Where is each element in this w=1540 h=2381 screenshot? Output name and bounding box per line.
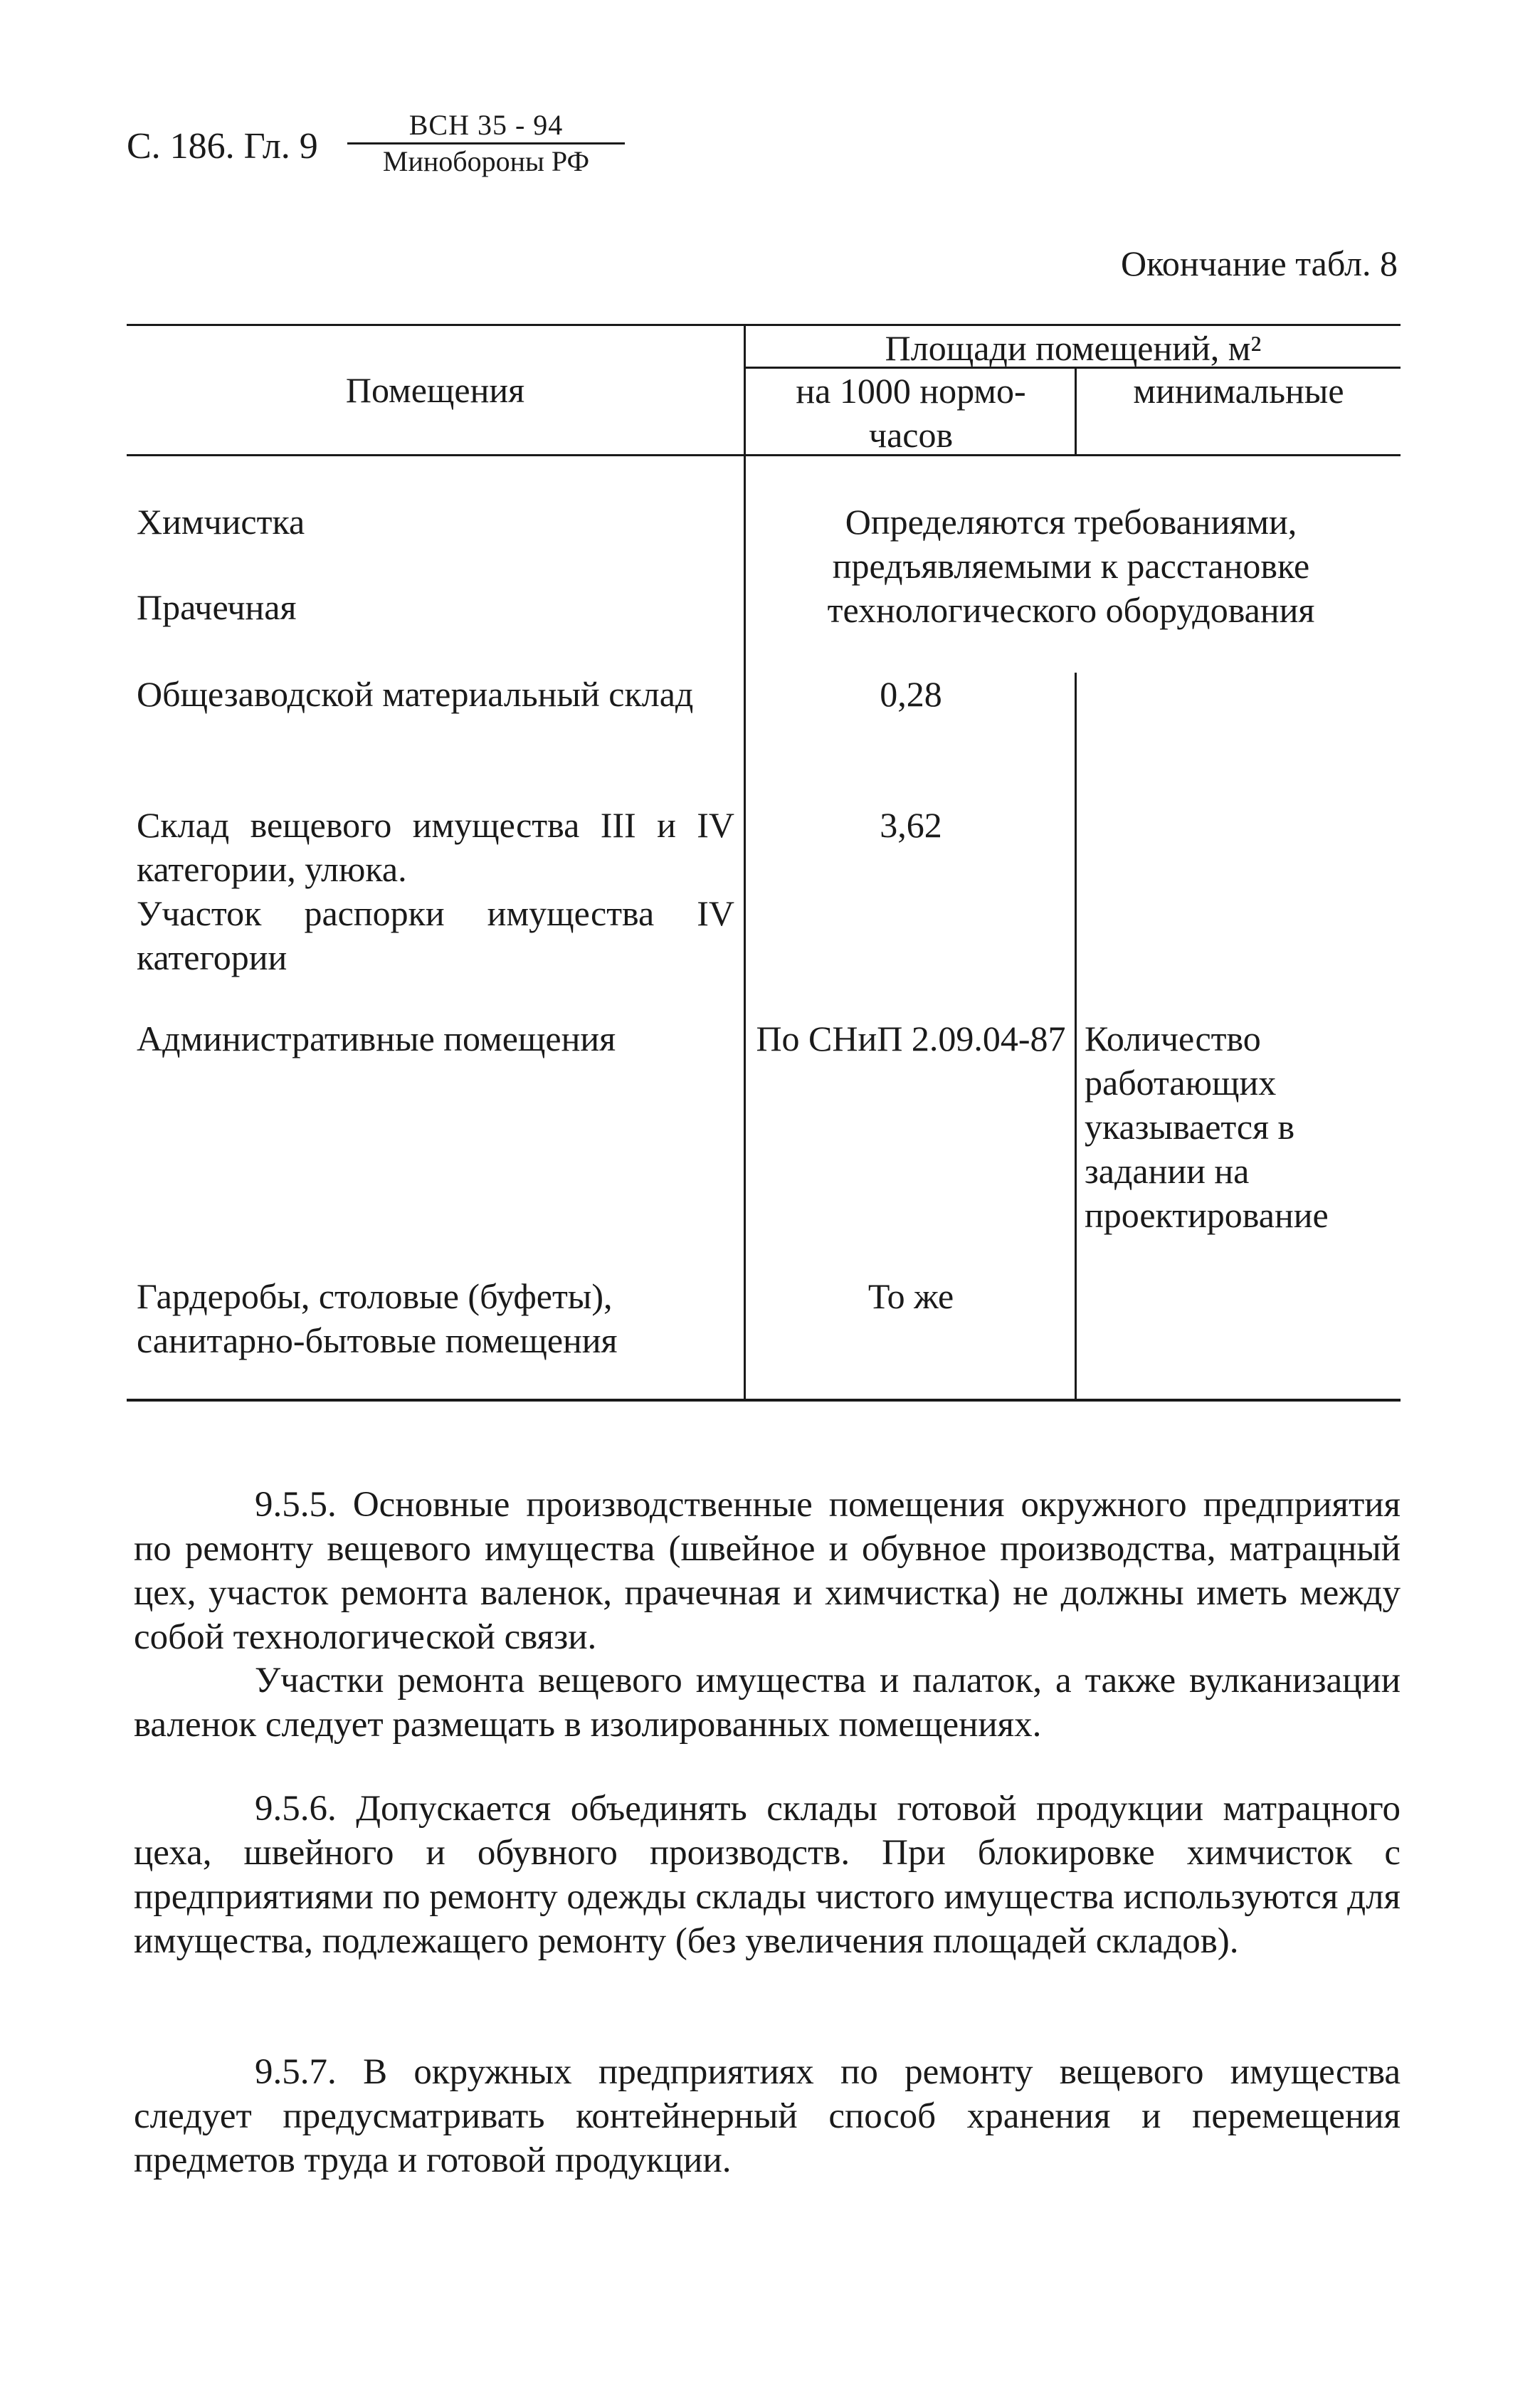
document-code-number: ВСН 35 - 94 xyxy=(408,109,564,141)
column-header-room: Помещения xyxy=(345,370,525,410)
row-room-0: Химчистка xyxy=(137,502,305,542)
row-room-1: Прачечная xyxy=(137,587,297,627)
document-issuer: Минобороны РФ xyxy=(347,142,625,179)
table-header-bottom-rule xyxy=(127,454,1401,456)
row-value-2: 0,28 xyxy=(880,674,942,714)
row-room-6: Гардеробы, столовые (буфеты), санитарно-бытовые помещения xyxy=(137,1276,618,1360)
row-room-3: Склад вещевого имущества III и IV категории, улюка. xyxy=(137,805,734,889)
paragraph-9-5-5: 9.5.5. Основные производственные помещения окружного предприятия по ремонту вещевого имущества (швейное и обувное производства, матрацный цех, участок ремонта валенок, прачечная и химчистка) не должны иметь между собой технологической связи. xyxy=(134,1485,1401,1657)
table-vertical-rule-1 xyxy=(744,324,746,1400)
row-min-5: Количество работающих указывается в задании на проектирование xyxy=(1085,1019,1329,1235)
row-value-5: По СНиП 2.09.04-87 xyxy=(756,1019,1066,1058)
row-value-6: То же xyxy=(867,1276,954,1316)
row-value-3: 3,62 xyxy=(880,805,942,845)
table-bottom-rule xyxy=(127,1399,1401,1402)
row-room-5: Административные помещения xyxy=(137,1019,616,1058)
paragraph-9-5-6: 9.5.6. Допускается объединять склады готовой продукции матрацного цеха, швейного и обувного производств. При блокировке химчисток с предприятиями по ремонту одежды склады чистого имущества используются для имущества, подлежащего ремонту (без увеличения площадей складов). xyxy=(134,1789,1401,1961)
document-code xyxy=(347,108,625,179)
paragraph-9-5-5-continued: Участки ремонта вещевого имущества и палаток, а также вулканизации валенок следует размещать в изолированных помещениях. xyxy=(134,1661,1401,1745)
page-reference: С. 186. Гл. 9 xyxy=(127,126,318,167)
merged-note: Определяются требованиями, предъявляемыми к расстановке технологического оборудования xyxy=(827,502,1315,630)
paragraph-9-5-7: 9.5.7. В окружных предприятиях по ремонту вещевого имущества следует предусматривать контейнерный способ хранения и перемещения предметов труда и готовой продукции. xyxy=(134,2052,1401,2180)
row-room-2: Общезаводской материальный склад xyxy=(137,674,694,714)
column-header-per-1000: на 1000 нормо-часов xyxy=(796,371,1026,455)
column-header-area-group: Площади помещений, м² xyxy=(885,328,1262,368)
column-header-min: минимальные xyxy=(1133,371,1344,411)
table-continuation-label: Окончание табл. 8 xyxy=(1121,243,1398,283)
row-room-4: Участок распорки имущества IV категории xyxy=(137,893,734,977)
table-vertical-rule-2-body xyxy=(1075,673,1077,1399)
